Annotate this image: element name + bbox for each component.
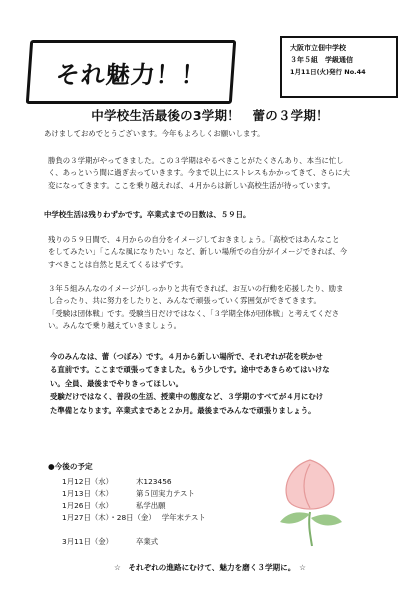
headline: 中学校生活最後の3学期！ 蕾の３学期！ (91, 108, 329, 123)
paragraph-line: く、あっという間に過ぎ去っていきます。今まで以上にストレスもかかってきて、さらに大 (48, 168, 350, 178)
paragraph-line: をしてみたい」「こんな風になりたい」など、新しい場所での自分がイメージできれば、今 (48, 247, 348, 257)
paragraph-line: い。全員、最後までやりきってほしい。 (50, 378, 184, 388)
paragraph-line: 今のみんなは、蕾（つぼみ）です。４月から新しい場所で、それぞれが花を咲かせ (50, 352, 323, 361)
schedule-date: 3月11日（金） (62, 537, 114, 546)
schedule-event: 学年末テスト (161, 513, 206, 522)
schedule-date: 1月12日（水） (62, 477, 114, 486)
school-name: 大阪市立佃中学校 (290, 44, 346, 52)
paragraph-image-future (48, 234, 403, 271)
paragraph-third-term (48, 155, 403, 192)
paragraph-days-left (44, 209, 399, 221)
schedule-event: 卒業式 (136, 537, 159, 546)
paragraph-line: 変になってきます。ここを乗り越えれば、４月からは新しい高校生活が待っています。 (48, 180, 336, 190)
class-line: ３年５組 学級通信 (290, 56, 353, 64)
paragraph-line: い。みんなで乗り越えていきましょう。 (48, 321, 182, 331)
paragraph-greeting (44, 128, 399, 140)
flower-bud-illustration (270, 452, 350, 547)
paragraph-line: し合ったり、共に努力をしたりと、みんなで頑張っていく雰囲気ができてきます。 (48, 296, 321, 306)
schedule-event: 私学出願 (136, 501, 166, 510)
schedule-item (62, 500, 166, 511)
issue-line: 1月11日(火)発行 No.44 (290, 68, 366, 76)
paragraph-line: る直前です。ここまで頑張ってきました。もう少しです。途中であきらめてはいけな (50, 365, 330, 375)
bud-leaf-right (311, 515, 342, 526)
closing-message: ☆ それぞれの進路にむけて、魅力を磨く３学期に。 ☆ (114, 563, 306, 572)
schedule-date: 1月26日（水） (62, 501, 114, 510)
paragraph-line: 受験だけではなく、普段の生活、授業中の態度など、３学期のすべてが４月にむけ (50, 392, 324, 402)
schedule-event: 第５回実力テスト (136, 489, 195, 498)
paragraph-bud-message (50, 350, 405, 417)
paragraph-line: た準備となります。卒業式まであと２か月。最後までみんなで頑張りましょう。 (50, 405, 316, 415)
schedule-date: 1月13日（木） (62, 489, 114, 498)
schedule-item (62, 512, 206, 523)
schedule-date: 1月27日（木）・28日（金） (62, 513, 156, 522)
paragraph-line: 勝負の３学期がやってきました。この３学期はやるべきことがたくさんあり、本当に忙し (48, 156, 344, 165)
bud-leaf-left (280, 512, 310, 523)
schedule-event: 木123456 (136, 477, 172, 486)
bud-stem (309, 512, 312, 546)
issue-info-box (280, 36, 398, 98)
paragraph-team-effort (48, 283, 403, 333)
schedule-item (62, 488, 195, 499)
paragraph-line: 中学校生活は残りわずかです。卒業式までの日数は、５９日。 (44, 210, 251, 219)
schedule-title: ●今後の予定 (48, 462, 93, 471)
paragraph-line: すべきことは自然と見えてくるはずです。 (48, 259, 188, 269)
paragraph-line: 「受験は団体戦」です。受験当日だけではなく、「３学期全体が団体戦」と考えてくださ (48, 308, 340, 318)
bud-petals (286, 460, 334, 509)
paragraph-line: 残りの５９日間で、４月からの自分をイメージしておきましょう。「高校ではあんなこと (48, 235, 340, 244)
schedule-item (62, 476, 172, 487)
paragraph-line: ３年５組みんなのイメージがしっかりと共有できれば、お互いの行動を応援したり、励ま (48, 284, 344, 293)
schedule-item (62, 536, 158, 547)
paragraph-line: あけましておめでとうございます。今年もよろしくお願いします。 (44, 129, 265, 138)
newsletter-title: それ魅力！！ (26, 40, 236, 104)
